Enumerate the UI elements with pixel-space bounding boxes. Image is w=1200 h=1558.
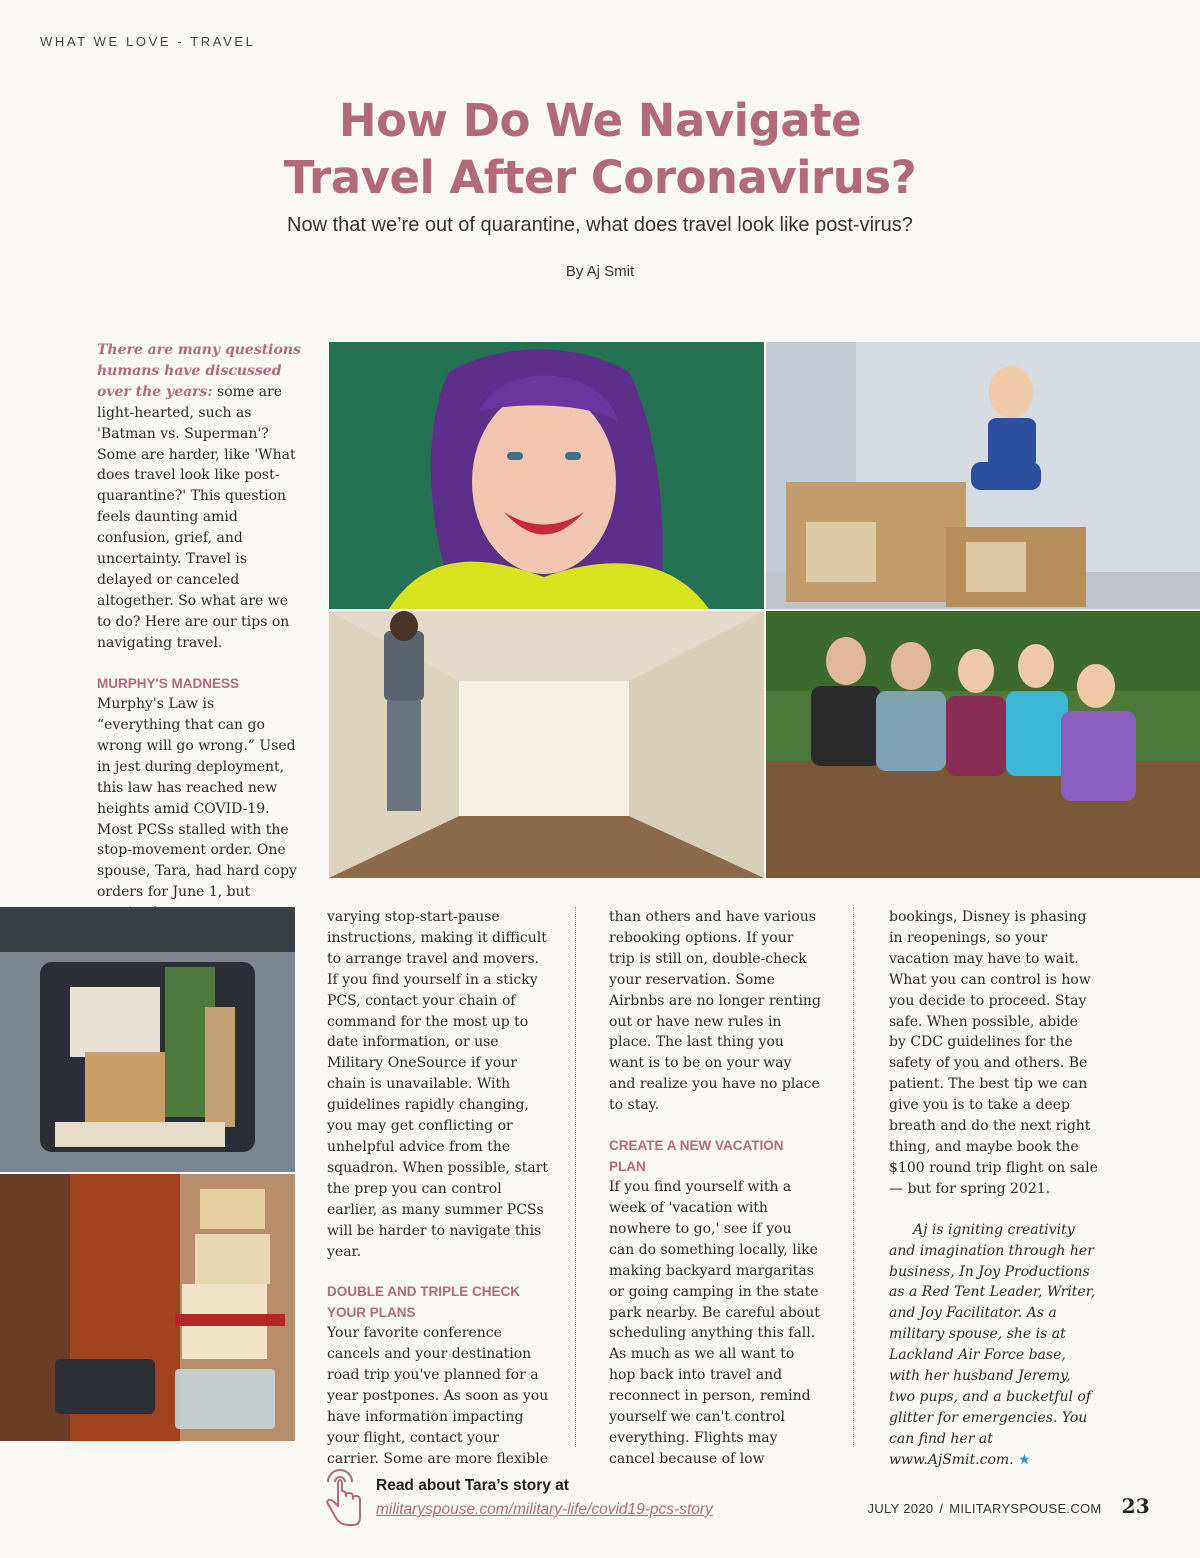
- photo-woman-portrait-icon: [329, 342, 764, 609]
- folio-issue: JULY 2020: [867, 1501, 934, 1516]
- author-bio: [889, 1220, 1099, 1471]
- column-divider-1: [575, 907, 576, 1447]
- article-column-2: [327, 907, 549, 1470]
- footer-story-link[interactable]: militaryspouse.com/military-life/covid19-pcs-story: [376, 1501, 713, 1518]
- folio-separator: /: [939, 1501, 944, 1516]
- intro-lead: There are many questions humans have discussed over the years:: [97, 342, 301, 400]
- double-paragraph-part-1: Your favorite conference cancels and your destination road trip you've planned for a year postpones. As soon as you have information impacting your flight, contact your carrier. Some are more flexible: [327, 1325, 549, 1467]
- photo-group-friends-icon: [766, 611, 1200, 878]
- footer-cta: Read about Tara’s story at: [376, 1477, 569, 1494]
- article-column-4: [889, 907, 1099, 1471]
- page-number: 23: [1121, 1494, 1150, 1518]
- vacation-paragraph-part-1: If you find yourself with a week of 'vacation with nowhere to go,' see if you can do something locally, like making backyard margaritas or going camping in the state park nearby. Be careful about scheduling anything this fall. As much as we all want to hop back into travel and reconnect in person, remind yourself we can't control everything. Flights may cancel because of low: [609, 1179, 820, 1467]
- article-column-3: [609, 907, 821, 1470]
- murphy-paragraph-part-2: varying stop-start-pause instructions, making it difficult to arrange travel and movers. If you find yourself in a sticky PCS, contact your chain of command for the most up to date information, or use Military OneSource if your chain is unavailable. With guidelines rapidly changing, you may get conflicting or unhelpful advice from the squadron. When possible, start the prep you can control earlier, as many summer PCSs will be harder to navigate this year.: [327, 909, 549, 1260]
- photo-soldier-in-moving-truck: [329, 611, 764, 878]
- double-paragraph-part-2: than others and have various rebooking options. If your trip is still on, double-check your reservation. Some Airbnbs are no longer renting out or have new rules in place. The last thing you want is to be on your way and realize you have no place to stay.: [609, 909, 821, 1114]
- photo-toddler-on-boxes: [766, 342, 1200, 609]
- article-dek: Now that we’re out of quarantine, what does travel look like post-virus?: [287, 214, 913, 236]
- byline: By Aj Smit: [565, 263, 635, 280]
- article-column-1: [97, 340, 301, 924]
- subhead-double-triple-check: DOUBLE AND TRIPLE CHECK YOUR PLANS: [327, 1284, 521, 1320]
- vacation-paragraph-part-2: bookings, Disney is phasing in reopenings, so your vacation may have to wait. What you can control is how you decide to proceed. Stay safe. When possible, abide by CDC guidelines for the safety of you and others. Be patient. The best tip we can give you is to take a deep breath and do the next right thing, and maybe book the $100 round trip flight on sale — but for spring 2021.: [889, 909, 1098, 1197]
- photo-child-boxes-icon: [766, 342, 1200, 609]
- headline-line-1: How Do We Navigate: [338, 94, 862, 147]
- author-bio-text: Aj is igniting creativity and imagination through her business, In Joy Productions as a Red Tent Leader, Writer, and Joy Facilitator. As a military spouse, she is at Lackland Air Force base, with her husband Jeremy, two pups, and a bucketful of glitter for emergencies. You can find her at www.AjSmit.com.: [889, 1221, 1096, 1468]
- section-tag: WHAT WE LOVE - TRAVEL: [40, 34, 256, 49]
- photo-group-on-porch: [766, 611, 1200, 878]
- subhead-create-vacation-plan: CREATE A NEW VACATION PLAN: [609, 1138, 784, 1174]
- tap-hand-icon: [322, 1468, 364, 1528]
- page-folio: [868, 1494, 1150, 1518]
- column-divider-2: [853, 907, 854, 1447]
- photo-portrait-purple-hair: [329, 342, 764, 609]
- end-mark-star-icon: ★: [1018, 1451, 1031, 1468]
- intro-paragraph: [97, 340, 301, 654]
- photo-packed-car-trunk: [0, 907, 295, 1172]
- photo-packed-room-boxes: [0, 1174, 295, 1441]
- article-headline: [0, 92, 1200, 206]
- folio-site: MILITARYSPOUSE.COM: [949, 1501, 1102, 1516]
- murphy-paragraph-part-1: Murphy's Law is “everything that can go wrong will go wrong.” Used in jest during deployment, this law has reached new heights amid COVID-19. Most PCSs stalled with the stop-movement order. One spouse, Tara, had hard copy orders for June 1, but: [97, 696, 297, 901]
- intro-text: some are light-hearted, such as 'Batman vs. Superman'? Some are harder, like 'What does travel look like post-quarantine?' This question feels daunting amid confusion, grief, and uncertainty. Travel is delayed or canceled altogether. So what are we to do? Here are our tips on navigating travel.: [97, 383, 296, 651]
- photo-truck-interior-icon: [329, 611, 764, 878]
- photo-car-trunk-icon: [0, 907, 295, 1172]
- headline-line-2: Travel After Coronavirus?: [283, 151, 917, 204]
- subhead-murphys-madness: MURPHY'S MADNESS: [97, 675, 239, 691]
- photo-room-boxes-icon: [0, 1174, 295, 1441]
